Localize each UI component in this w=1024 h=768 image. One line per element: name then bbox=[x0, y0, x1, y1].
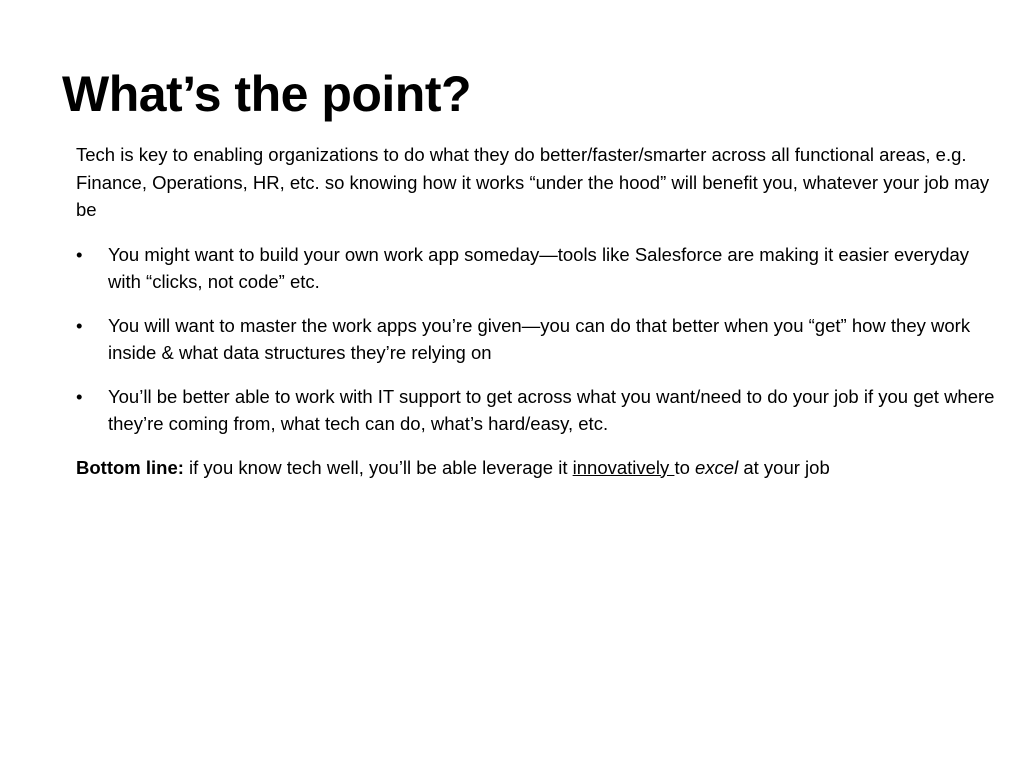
bullet-item bbox=[76, 312, 1006, 367]
bullet-dot-icon: • bbox=[76, 243, 83, 265]
bottom-line-italic: excel bbox=[695, 456, 739, 478]
slide-body bbox=[76, 141, 1006, 481]
bullet-text: You will want to master the work apps you’re given—you can do that better when you “get” how they work inside & what data structures they’re relying on bbox=[108, 314, 971, 363]
bullet-item bbox=[76, 383, 1006, 438]
bottom-line-text-middle: to bbox=[674, 456, 696, 478]
bottom-line-underlined: innovatively bbox=[572, 456, 675, 478]
bullet-list bbox=[76, 241, 1006, 438]
bullet-dot-icon: • bbox=[76, 314, 83, 336]
bottom-line-text-after: at your job bbox=[738, 456, 830, 478]
slide-title: What’s the point? bbox=[62, 66, 472, 122]
bullet-text: You might want to build your own work app someday—tools like Salesforce are making it easier everyday with “clicks, not code” etc. bbox=[108, 243, 970, 292]
bullet-text: You’ll be better able to work with IT support to get across what you want/need to do your job if you get where they’re coming from, what tech can do, what’s hard/easy, etc. bbox=[108, 385, 995, 434]
bottom-line-label: Bottom line: bbox=[76, 456, 184, 478]
bullet-dot-icon: • bbox=[76, 385, 83, 407]
intro-paragraph: Tech is key to enabling organizations to do what they do better/faster/smarter across all functional areas, e.g. Finance, Operations, HR, etc. so knowing how it works “under the hood” will benefit you, whatever your job may be bbox=[76, 144, 990, 220]
bottom-line-paragraph bbox=[76, 454, 1006, 482]
bullet-item bbox=[76, 241, 1006, 296]
bottom-line-text-before: if you know tech well, you’ll be able leverage it bbox=[183, 456, 573, 478]
